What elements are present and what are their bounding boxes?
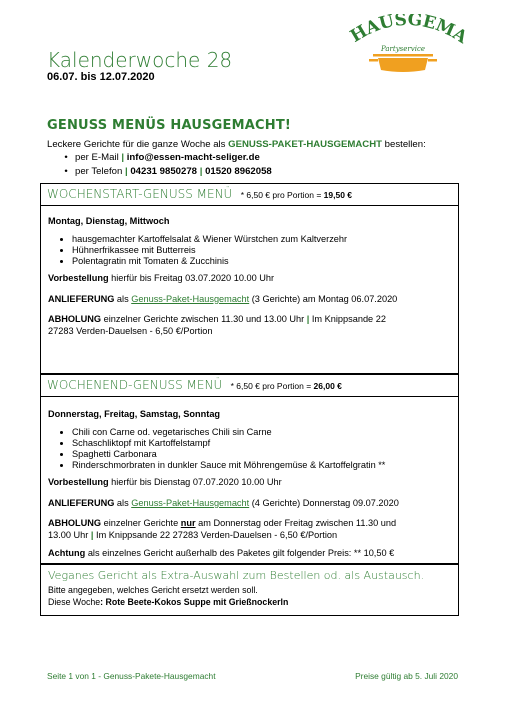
weekend-order: Vorbestellung hierfür bis Dienstag 07.07.2020 10.00 Uhr [48,477,282,488]
dish-item: • Spaghetti Carbonara [72,449,451,460]
logo-pot-icon [378,58,428,72]
weekend-dishes [48,427,451,472]
footer-price-validity: Preise gültig ab 5. Juli 2020 [355,671,458,681]
weekend-price: 26,00 € [313,381,342,391]
vegan-dish: Rote Beete-Kokos Suppe mit Grießnockerln [105,597,289,607]
dish-item: • hausgemachter Kartoffelsalat & Wiener Würstchen zum Kaltverzehr [72,234,451,245]
logo-graphic [345,14,470,76]
package-link[interactable]: Genuss-Paket-Hausgemacht [131,497,250,508]
intro-line: Leckere Gerichte für die ganze Woche als GENUSS-PAKET-HAUSGEMACHT bestellen: [47,139,426,150]
logo-subtext: Partyservice [380,45,426,53]
vegan-dish-line: Diese Woche: Rote Beete-Kokos Suppe mit Grießnockerln [48,597,289,607]
dish-item: • Chili con Carne od. vegetarisches Chili sin Carne [72,427,451,438]
weekend-body [41,397,458,566]
page-title: Kalenderwoche 28 [47,48,233,72]
weekstart-dishes [48,234,451,268]
email-link[interactable]: info@essen-macht-seliger.de [126,152,260,163]
contact-email-row: • per E-Mail | info@essen-macht-seliger.de [64,152,260,163]
weekend-delivery: ANLIEFERUNG als Genuss-Paket-Hausgemacht (4 Gerichte) Donnerstag 09.07.2020 [48,497,399,508]
weekend-days: Donnerstag, Freitag, Samstag, Sonntag [48,409,221,419]
date-range: 06.07. bis 12.07.2020 [47,71,155,83]
intro-block [47,138,467,178]
weekend-menu-box [40,374,459,564]
weekend-title: WOCHENEND-GENUSS MENÜ [47,378,223,392]
vegan-title: Veganes Gericht als Extra-Auswahl zum Bestellen od. als Austausch. [48,569,425,582]
contact-phone-row: • per Telefon | 04231 9850278 | 01520 8962058 [64,165,272,177]
weekend-header: WOCHENEND-GENUSS MENÜ * 6,50 € pro Portion = 26,00 € [41,375,458,397]
package-link[interactable]: Genuss-Paket-Hausgemacht [131,293,250,304]
weekstart-title: WOCHENSTART-GENUSS MENÜ [47,187,233,201]
weekstart-price: 19,50 € [323,190,353,200]
weekend-pickup: ABHOLUNG einzelner Gerichte nur am Donnerstag oder Freitag zwischen 11.30 und 13.00 Uhr | Im Knippsande 22 27283 Verden-Dauelsen - 6,50 €/Portion [48,518,397,540]
phone-1[interactable]: 04231 9850278 [130,165,198,177]
phone-2[interactable]: 01520 8962058 [205,165,272,177]
weekstart-header: WOCHENSTART-GENUSS MENÜ * 6,50 € pro Portion = 19,50 € [41,184,458,206]
dish-item: • Hühnerfrikassee mit Butterreis [72,245,451,256]
weekstart-order: Vorbestellung hierfür bis Freitag 03.07.2020 10.00 Uhr [48,273,275,284]
weekstart-menu-box [40,183,459,374]
dish-item: • Rinderschmorbraten in dunkler Sauce mit Möhrengemüse & Kartoffelgratin ** [72,460,451,471]
vegan-box [40,564,459,616]
section-heading: GENUSS MENÜS HAUSGEMACHT! [47,118,292,133]
logo-text: HAUSGEMA [346,14,470,48]
weekstart-delivery: ANLIEFERUNG als Genuss-Paket-Hausgemacht (3 Gerichte) am Montag 06.07.2020 [48,293,398,304]
dish-item: • Polentagratin mit Tomaten & Zucchinis [72,256,451,267]
footer-page-info: Seite 1 von 1 - Genuss-Pakete-Hausgemacht [47,671,216,681]
weekend-price-note: Achtung als einzelnes Gericht außerhalb des Paketes gilt folgender Preis: ** 10,50 € [48,548,395,559]
vegan-instruction: Bitte angegeben, welches Gericht ersetzt werden soll. [48,585,258,595]
package-name: GENUSS-PAKET-HAUSGEMACHT [228,139,383,150]
logo-pot-lid-icon [373,54,433,57]
dish-item: • Schaschliktopf mit Kartoffelstampf [72,438,451,449]
weekstart-body [41,206,458,343]
weekstart-days: Montag, Dienstag, Mittwoch [48,216,170,226]
hausgemacht-logo [345,14,470,76]
weekstart-pickup: ABHOLUNG einzelner Gerichte zwischen 11.30 und 13.00 Uhr | Im Knippsande 22 27283 Verden-Dauelsen - 6,50 €/Portion [48,314,386,336]
